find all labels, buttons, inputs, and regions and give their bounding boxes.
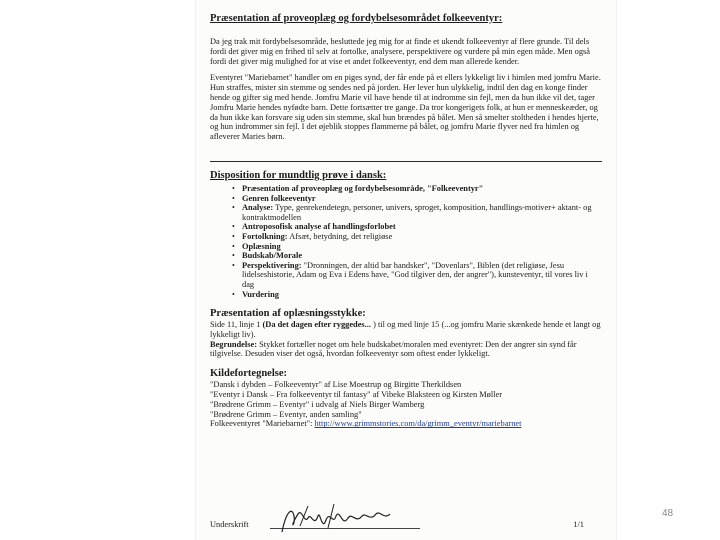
bullet-icon: • xyxy=(232,260,235,270)
list-item: • Fortolkning: Afsæt, betydning, det religiøse xyxy=(232,231,393,241)
list-item: • Oplæsning xyxy=(232,241,281,251)
disposition-list xyxy=(210,184,602,299)
list-item: • Vurdering xyxy=(232,289,279,299)
handwritten-signature-icon xyxy=(278,502,398,536)
bullet-icon: • xyxy=(232,241,235,251)
source-line: "Brødrene Grimm – Eventyr" i udvalg af Niels Birger Wamberg xyxy=(210,399,425,409)
intro-paragraph-1: Da jeg trak mit fordybelsesområde, besluttede jeg mig for at finde et ukendt folkeeventyr af flere grunde. Til dels fordi det giver mig en frihed til selv at fortolke, analysere, perspektivere og vurdere på min egen måde. Men også fordi det giver mig mulighed for at vise et andet folkeeventyr, end dem man allerede kender. xyxy=(210,37,590,66)
list-item: • Budskab/Morale xyxy=(232,251,303,261)
source-link-line: Folkeeventyret "Mariebarnet": http://www.grimmstories.com/da/grimm_eventyr/mariebarnet xyxy=(210,419,522,429)
source-line: "Eventyr i Dansk – Fra folkeeventyr til fantasy" af Vibeke Blaksteen og Kirsten Møller xyxy=(210,390,503,400)
list-item: • Præsentation af proveoplæg og fordybelsesområde, "Folkeeventyr" xyxy=(232,183,484,193)
page-marker: 1/1 xyxy=(573,520,584,529)
reading-passage: Side 11, linje 1 (Da det dagen efter ryggedes... ) til og med linje 15 (...og jomfru Marie skænkede hende et langt og lykkeligt liv). xyxy=(210,320,601,339)
bullet-icon: • xyxy=(232,183,235,193)
slide-number: 48 xyxy=(662,508,674,519)
list-item: • Perspektivering: "Dronningen, der altid bar handsker", "Dovenlars", Biblen (det religiøse, Jesu lidelseshistorie, Adam og Eva i Edens have, "God tilgiver den, der angrer"), kunsteventyr, til vores liv i dag xyxy=(232,260,588,289)
list-item: • Genren folkeeventyr xyxy=(232,193,316,203)
reading-reason: Begrundelse: Stykket fortæller noget om hele budskabet/moralen med eventyret: Den der angrer sin synd får tilgivelse. Desuden viser det også, hvordan folkeeventyr som oftest ender lykkeligt. xyxy=(210,339,577,359)
source-line: "Dansk i dybden – Folkeeventyr" af Lise Moestrup og Birgitte Therkildsen xyxy=(210,380,462,390)
bullet-icon: • xyxy=(232,222,235,232)
list-item: • Antroposofisk analyse af handlingsforlobet xyxy=(232,222,396,232)
source-link[interactable]: http://www.grimmstories.com/da/grimm_eventyr/mariebarnet xyxy=(314,419,522,429)
bullet-icon: • xyxy=(232,193,235,203)
scanned-document xyxy=(196,0,616,540)
signature-label: Underskrift xyxy=(210,520,249,529)
bullet-icon: • xyxy=(232,289,235,299)
document-body xyxy=(210,12,602,429)
intro-paragraph-2: Eventyret "Mariebarnet" handler om en piges synd, der får ende på et ellers lykkeligt liv i himlen med jomfru Marie. Hun straffes, mister sin stemme og sendes ned på jorden. Her lever hun ulykkelig, indtil den dag en konge finder hende og gifter sig med hende. Jomfru Marie vil have hende til at indromme sin fejl, men da hun ikke vil det, tager Jomfru Marie hendes nyfødte barn. Dette fortsætter tre gange. Da tror kongerigets folk, at hun er menneskeæder, og da hun ikke kan forsvare sig uden sin stemme, skal hun brændes på bålet. Men så smelter stoltheden i hendes hjerte, og hun indrommer sin fejl. I det øjeblik stoppes flammerne på bålet, og jomfru Marie flyver ned fra himlen og afleverer Maries børn. xyxy=(210,73,601,142)
source-line: "Brødrene Grimm – Eventyr, anden samling" xyxy=(210,409,362,419)
section-divider xyxy=(210,161,602,163)
document-title: Præsentation af proveoplæg og fordybelsesområdet folkeeventyr: xyxy=(210,13,503,24)
signature-row xyxy=(210,510,602,536)
reading-heading: Præsentation af oplæsningsstykke: xyxy=(210,308,366,320)
list-item: • Analyse: Type, genrekendetegn, personer, univers, sproget, komposition, handlings-motiver+ aktant- og kontraktmodellen xyxy=(232,203,592,222)
bullet-icon: • xyxy=(232,231,235,241)
bullet-icon: • xyxy=(232,251,235,261)
sources-heading: Kildefortegnelse: xyxy=(210,368,287,380)
disposition-heading: Disposition for mundtlig prøve i dansk: xyxy=(210,169,387,181)
bullet-icon: • xyxy=(232,203,235,213)
